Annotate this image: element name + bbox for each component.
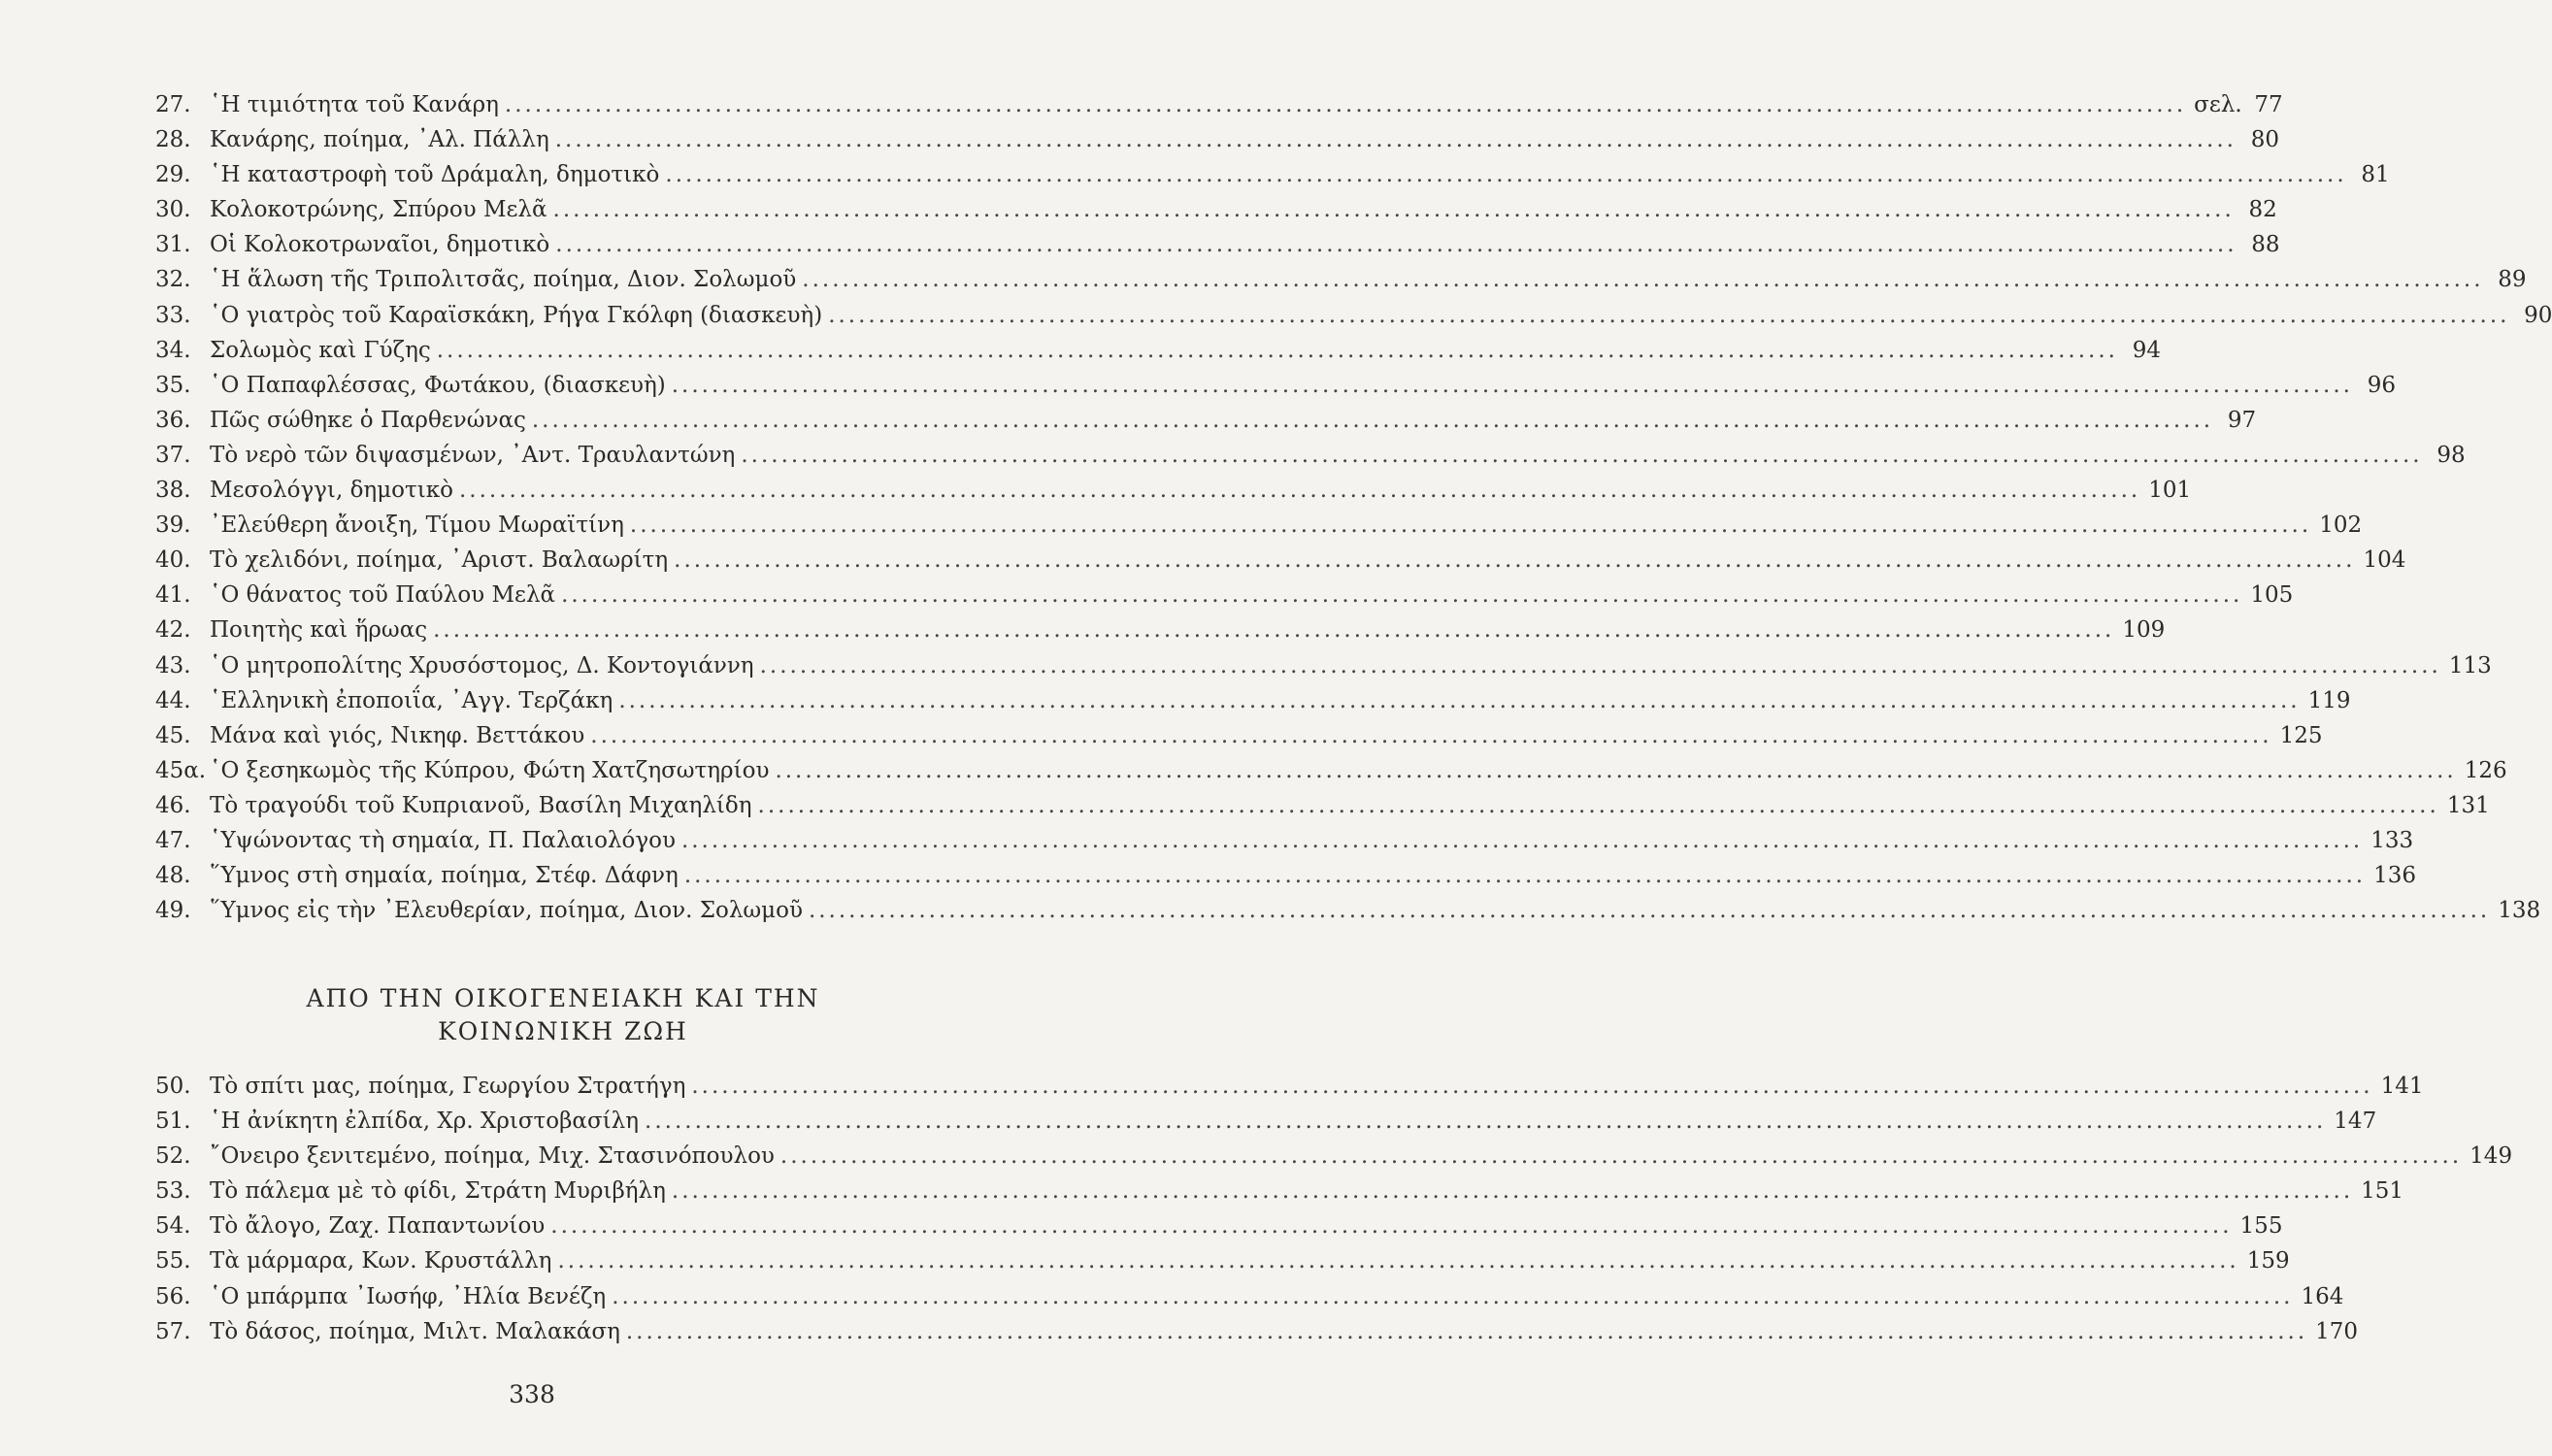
toc-dot-leader <box>561 578 2242 612</box>
toc-entry-page: 125 <box>2279 722 2323 748</box>
toc-entry-title: ῾Υψώνοντας τὴ σημαία, Π. Παλαιολόγου <box>210 827 676 853</box>
section-heading <box>233 982 893 1048</box>
toc-entry <box>155 157 2390 192</box>
toc-entry-number: 32. <box>155 267 191 293</box>
toc-entry-number: 27. <box>155 92 191 117</box>
toc-entry-page: 138 <box>2498 898 2541 924</box>
toc-entry-title: Κολοκοτρώνης, Σπύρου Μελᾶ <box>210 197 547 223</box>
toc-list-second <box>155 1069 2513 1349</box>
toc-dot-leader <box>550 1208 2232 1243</box>
toc-entry-number: 42. <box>155 617 191 644</box>
toc-entry-page: 94 <box>2132 337 2161 363</box>
toc-entry-title: Τὸ ἄλογο, Ζαχ. Παπαντωνίου <box>210 1213 546 1240</box>
toc-entry-page: 119 <box>2307 687 2351 713</box>
toc-entry-page: 90 <box>2524 302 2552 328</box>
toc-entry-title: Τὸ χελιδόνι, ποίημα, ᾿Αριστ. Βαλαωρίτη <box>210 547 669 574</box>
toc-dot-leader <box>760 648 2441 683</box>
toc-entry-title: ῾Η τιμιότητα τοῦ Κανάρη <box>210 92 499 117</box>
toc-entry-title: ῾Ελληνικὴ ἐποποιΐα, ᾿Αγγ. Τερζάκη <box>210 687 613 713</box>
toc-dot-leader <box>674 543 2355 578</box>
toc-entry <box>155 403 2257 438</box>
toc-dot-leader <box>618 683 2300 718</box>
toc-dot-leader <box>802 262 2483 297</box>
toc-dot-leader <box>681 823 2363 858</box>
toc-entry-page: 151 <box>2361 1178 2404 1205</box>
toc-dot-leader <box>758 788 2439 823</box>
toc-entry-number: 44. <box>155 687 191 713</box>
toc-entry-page: 81 <box>2361 162 2390 188</box>
toc-entry-number: 36. <box>155 407 191 433</box>
toc-entry-title: ῾Η ἀνίκητη ἐλπίδα, Χρ. Χριστοβασίλη <box>210 1109 640 1135</box>
toc-dot-leader <box>630 508 2311 543</box>
toc-dot-leader <box>741 438 2422 473</box>
toc-entry-title: ῾Ο ξεσηκωμὸς τῆς Κύπρου, Φώτη Χατζησωτηρίου <box>210 757 770 783</box>
toc-entry-page: 170 <box>2315 1318 2359 1344</box>
toc-entry-title: ῾Η καταστροφὴ τοῦ Δράμαλη, δημοτικὸ <box>210 162 660 188</box>
toc-entry-number: 28. <box>155 127 191 153</box>
toc-entry-page: 98 <box>2436 442 2466 468</box>
toc-entry-number: 51. <box>155 1109 191 1135</box>
toc-dot-leader <box>459 473 2140 508</box>
toc-entry-page: 159 <box>2246 1248 2290 1274</box>
toc-entry <box>155 753 2507 788</box>
toc-entry-number: 34. <box>155 337 191 363</box>
toc-dot-leader <box>672 368 2353 403</box>
toc-entry-title: Ποιητὴς καὶ ἥρωας <box>210 617 428 644</box>
toc-entry-number: 46. <box>155 792 191 818</box>
toc-dot-leader <box>775 753 2456 788</box>
toc-entry-number: 45α. <box>155 757 207 783</box>
toc-dot-leader <box>433 612 2114 647</box>
toc-entry <box>155 122 2279 157</box>
toc-entry <box>155 473 2192 508</box>
section-heading-line2: ΚΟΙΝΩΝΙΚΗ ΖΩΗ <box>438 1017 688 1045</box>
toc-entry-title: Σολωμὸς καὶ Γύζης <box>210 337 431 363</box>
toc-entry-title: ῾Ο μητροπολίτης Χρυσόστομος, Δ. Κοντογιάννη <box>210 652 754 678</box>
toc-entry <box>155 508 2363 543</box>
toc-entry-title: ῾Ο μπάρμπα ᾿Ιωσήφ, ᾿Ηλία Βενέζη <box>210 1283 607 1309</box>
toc-entry-title: ῞Υμνος εἰς τὴν ᾿Ελευθερίαν, ποίημα, Διον. Σολωμοῦ <box>210 898 803 924</box>
toc-entry <box>155 368 2396 403</box>
toc-entry-number: 43. <box>155 652 191 678</box>
toc-dot-leader <box>809 893 2490 928</box>
toc-dot-leader <box>780 1139 2462 1174</box>
toc-entry <box>155 192 2277 227</box>
toc-entry-title: Κανάρης, ποίημα, ᾿Αλ. Πάλλη <box>210 127 549 153</box>
toc-entry <box>155 612 2166 647</box>
toc-entry-number: 40. <box>155 547 191 574</box>
toc-entry-title: Μεσολόγγι, δημοτικὸ <box>210 478 453 504</box>
toc-entry-number: 30. <box>155 197 191 223</box>
toc-entry-title: Τὸ δάσος, ποίημα, Μιλτ. Μαλακάση <box>210 1318 620 1344</box>
toc-entry-page: 97 <box>2227 407 2257 433</box>
toc-entry-page: 89 <box>2498 267 2527 293</box>
toc-entry <box>155 87 2283 122</box>
toc-list-first <box>155 87 2552 928</box>
toc-entry-title: ῾Ο γιατρὸς τοῦ Καραϊσκάκη, Ρήγα Γκόλφη (διασκευὴ) <box>210 302 823 328</box>
toc-entry-title: ᾿Ελεύθερη ἄνοιξη, Τίμου Μωραϊτίνη <box>210 513 624 539</box>
toc-dot-leader <box>590 718 2271 753</box>
toc-dot-leader <box>555 122 2237 157</box>
toc-dot-leader <box>437 333 2118 368</box>
toc-entry <box>155 1104 2377 1139</box>
toc-entry-title: ῾Η ἅλωση τῆς Τριπολιτσᾶς, ποίημα, Διον. Σολωμοῦ <box>210 267 797 293</box>
toc-entry-title: ῞Υμνος στὴ σημαία, ποίημα, Στέφ. Δάφνη <box>210 863 679 889</box>
toc-entry-page: 96 <box>2367 372 2396 398</box>
toc-entry-number: 56. <box>155 1283 191 1309</box>
toc-entry-number: 41. <box>155 582 191 609</box>
toc-entry-page: 88 <box>2251 232 2280 258</box>
toc-entry-page: 109 <box>2122 617 2166 644</box>
toc-dot-leader <box>665 157 2346 192</box>
toc-entry-title: Τὸ νερὸ τῶν διψασμένων, ᾿Αντ. Τραυλαντώνη <box>210 442 736 468</box>
toc-entry <box>155 893 2541 928</box>
toc-entry-number: 31. <box>155 232 191 258</box>
toc-entry-title: ῾Ο Παπαφλέσσας, Φωτάκου, (διασκευὴ) <box>210 372 666 398</box>
section-heading-line1: ΑΠΟ ΤΗΝ ΟΙΚΟΓΕΝΕΙΑΚΗ ΚΑΙ ΤΗΝ <box>306 984 820 1012</box>
toc-dot-leader <box>626 1314 2307 1349</box>
toc-entry <box>155 578 2294 612</box>
toc-entry <box>155 1139 2513 1174</box>
toc-entry-page: 77 <box>2254 92 2283 117</box>
toc-entry-page: 104 <box>2363 547 2406 574</box>
toc-dot-leader <box>555 227 2237 262</box>
toc-dot-leader <box>505 87 2186 122</box>
toc-dot-leader <box>672 1174 2353 1208</box>
toc-entry-number: 57. <box>155 1318 191 1344</box>
toc-page-prefix: σελ. <box>2194 92 2242 117</box>
toc-entry <box>155 298 2552 333</box>
toc-entry-number: 38. <box>155 478 191 504</box>
toc-entry-page: 136 <box>2373 863 2416 889</box>
toc-entry-number: 29. <box>155 162 191 188</box>
toc-entry-number: 48. <box>155 863 191 889</box>
toc-entry-number: 55. <box>155 1248 191 1274</box>
toc-entry <box>155 1314 2359 1349</box>
toc-dot-leader <box>557 1243 2238 1278</box>
toc-entry-number: 53. <box>155 1178 191 1205</box>
toc-entry-page: 131 <box>2446 792 2490 818</box>
toc-dot-leader <box>828 298 2509 333</box>
toc-entry-title: Τὸ τραγούδι τοῦ Κυπριανοῦ, Βασίλη Μιχαηλίδη <box>210 792 752 818</box>
toc-entry <box>155 1174 2404 1208</box>
toc-entry-page: 80 <box>2250 127 2279 153</box>
toc-entry <box>155 788 2490 823</box>
toc-entry-number: 49. <box>155 898 191 924</box>
toc-entry-page: 101 <box>2148 478 2192 504</box>
toc-entry-number: 54. <box>155 1213 191 1240</box>
toc-entry <box>155 438 2466 473</box>
toc-entry <box>155 718 2323 753</box>
page-number: 338 <box>509 1380 555 1408</box>
toc-entry-page: 141 <box>2380 1074 2424 1099</box>
toc-entry-title: Τὰ μάρμαρα, Κων. Κρυστάλλη <box>210 1248 552 1274</box>
toc-entry-title: Τὸ πάλεμα μὲ τὸ φίδι, Στράτη Μυριβήλη <box>210 1178 666 1205</box>
toc-entry-number: 33. <box>155 302 191 328</box>
toc-entry-title: ῎Ονειρο ξενιτεμένο, ποίημα, Μιχ. Στασινόπουλου <box>210 1143 775 1170</box>
toc-entry-number: 50. <box>155 1074 191 1099</box>
toc-entry <box>155 1208 2283 1243</box>
toc-entry <box>155 543 2406 578</box>
toc-entry-title: Μάνα καὶ γιός, Νικηφ. Βεττάκου <box>210 722 585 748</box>
toc-entry-page: 105 <box>2250 582 2294 609</box>
toc-entry <box>155 858 2416 893</box>
toc-entry-page: 82 <box>2248 197 2277 223</box>
toc-dot-leader <box>645 1104 2326 1139</box>
toc-dot-leader <box>553 192 2235 227</box>
toc-entry-title: Τὸ σπίτι μας, ποίημα, Γεωργίου Στρατήγη <box>210 1074 686 1099</box>
toc-entry-title: Οἱ Κολοκοτρωναῖοι, δημοτικὸ <box>210 232 550 258</box>
toc-entry-page: 133 <box>2370 827 2414 853</box>
toc-entry <box>155 648 2492 683</box>
toc-entry-number: 45. <box>155 722 191 748</box>
toc-entry-page: 126 <box>2464 757 2507 783</box>
toc-dot-leader <box>684 858 2366 893</box>
toc-entry-page: 149 <box>2469 1143 2513 1170</box>
toc-dot-leader <box>532 403 2213 438</box>
toc-entry-number: 52. <box>155 1143 191 1170</box>
toc-entry-page: 113 <box>2448 652 2492 678</box>
toc-entry <box>155 1069 2424 1104</box>
toc-entry <box>155 1243 2290 1278</box>
toc-entry-number: 35. <box>155 372 191 398</box>
toc-dot-leader <box>691 1069 2372 1104</box>
toc-entry-page: 102 <box>2319 513 2363 539</box>
toc-dot-leader <box>612 1279 2293 1314</box>
toc-entry <box>155 333 2161 368</box>
toc-entry-page: 155 <box>2239 1213 2283 1240</box>
toc-entry-number: 39. <box>155 513 191 539</box>
toc-entry-page: 164 <box>2301 1283 2344 1309</box>
toc-entry <box>155 683 2351 718</box>
toc-entry-number: 37. <box>155 442 191 468</box>
toc-entry-number: 47. <box>155 827 191 853</box>
toc-entry <box>155 823 2414 858</box>
toc-entry <box>155 1279 2344 1314</box>
toc-entry <box>155 227 2280 262</box>
toc-entry-title: Πῶς σώθηκε ὁ Παρθενώνας <box>210 407 526 433</box>
toc-entry <box>155 262 2527 297</box>
toc-entry-page: 147 <box>2334 1109 2377 1135</box>
toc-entry-title: ῾Ο θάνατος τοῦ Παύλου Μελᾶ <box>210 582 556 609</box>
